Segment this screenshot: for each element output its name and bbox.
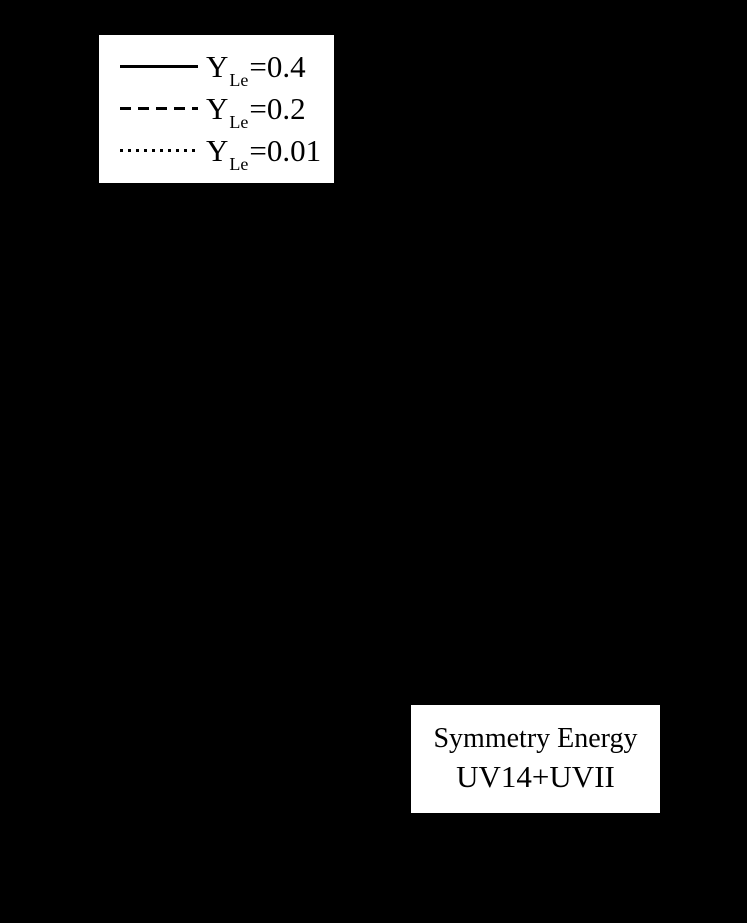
legend-value: =0.2: [249, 90, 306, 126]
solid-line-sample: [120, 65, 198, 68]
legend-entry-yle-0.01: [120, 129, 334, 174]
legend-subscript: Le: [229, 69, 249, 90]
annotation-model-label: UV14+UVII: [456, 759, 615, 795]
legend-value: =0.4: [249, 48, 306, 84]
legend-symbol: Y: [206, 90, 229, 126]
legend-value: =0.01: [249, 132, 322, 168]
legend-subscript: Le: [229, 111, 249, 132]
legend-label: [206, 48, 306, 90]
legend-symbol: Y: [206, 132, 229, 168]
dotted-line-sample: [120, 149, 198, 152]
legend-symbol: Y: [206, 48, 229, 84]
legend-entry-yle-0.2: [120, 87, 334, 132]
annotation-box: [409, 703, 662, 815]
dashed-line-sample: [120, 107, 198, 110]
legend-label: [206, 132, 322, 174]
legend: [97, 33, 336, 185]
legend-label: [206, 90, 306, 132]
annotation-title: Symmetry Energy: [433, 722, 638, 754]
legend-entry-yle-0.4: [120, 45, 334, 90]
legend-subscript: Le: [229, 153, 249, 174]
